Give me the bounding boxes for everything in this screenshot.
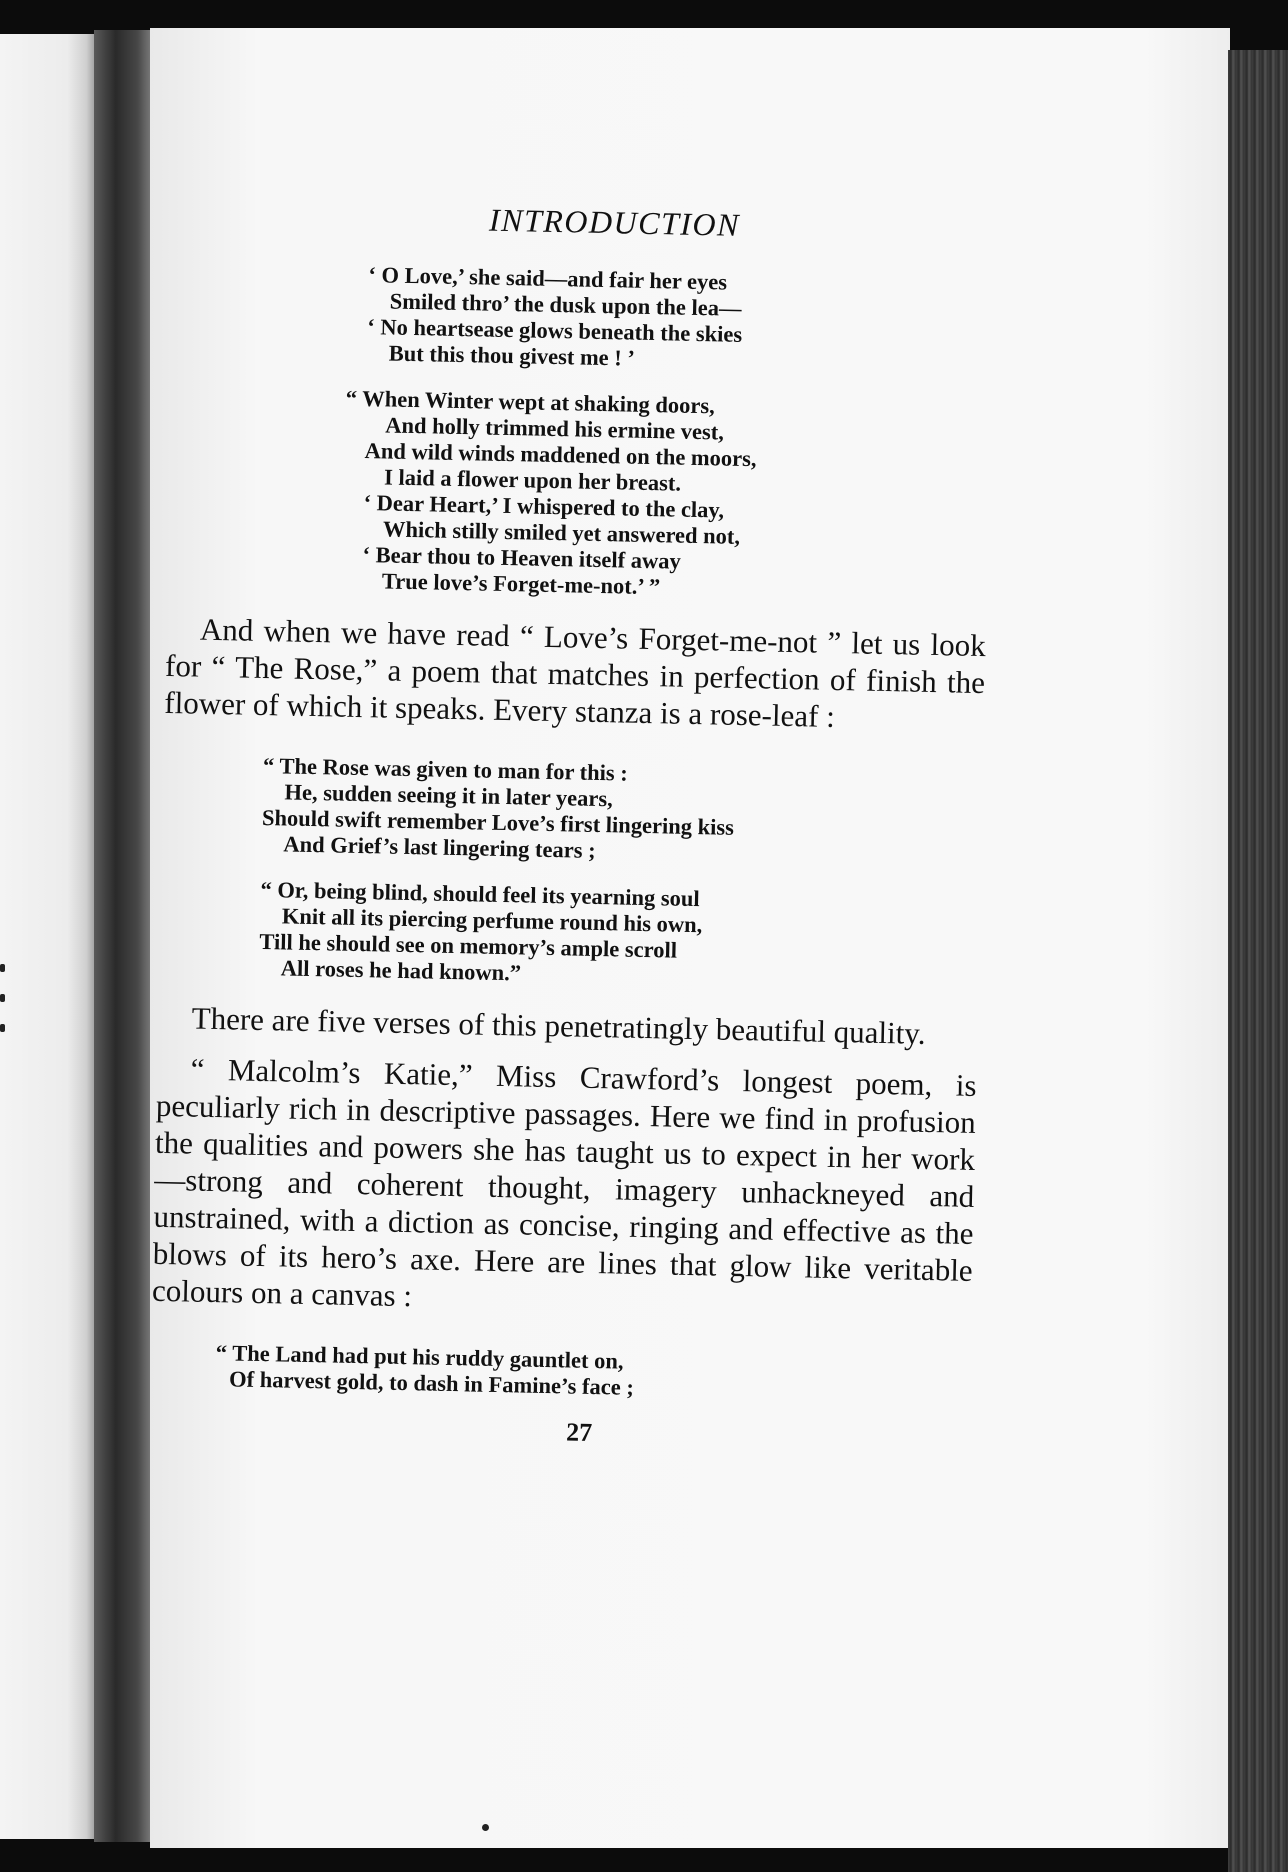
paragraph-text: There are five verses of this penetratingly beautiful quality. — [191, 1000, 926, 1051]
verse-line: And wild winds maddened on the moors, — [364, 438, 757, 472]
paragraph-text: And when we have read “ Love’s Forget-me-not ” let us look for “ The Rose,” a poem that matches in perfection of finish the flower of which it speaks. Every stanza is a rose-leaf : — [164, 611, 987, 734]
verse-line: All roses he had known.” — [280, 955, 522, 986]
facing-page-edge — [0, 34, 96, 1839]
poem-excerpt-love — [167, 258, 994, 607]
verse-line: True love’s Forget-me-not.’ ” — [381, 568, 661, 600]
verse-line: But this thou givest me ! ’ — [388, 340, 636, 371]
verse-line: “ The Land had put his ruddy gauntlet on, — [215, 1340, 624, 1374]
stanza — [215, 1340, 971, 1408]
verse-line: He, sudden seeing it in later years, — [284, 779, 614, 812]
verse-line: Till he should see on memory’s ample scroll — [259, 928, 678, 963]
book-gutter — [94, 30, 156, 1842]
body-paragraph — [157, 999, 978, 1053]
body-paragraph — [164, 610, 986, 738]
page-stack-edge — [1228, 50, 1288, 1872]
stanza — [342, 386, 991, 607]
ink-speck — [482, 1824, 489, 1831]
verse-line: “ Or, being blind, should feel its yearning soul — [260, 876, 700, 912]
ink-speck — [0, 1024, 5, 1032]
poem-excerpt-rose — [159, 751, 984, 996]
verse-line: I laid a flower upon her breast. — [383, 464, 682, 496]
paragraph-text: “ Malcolm’s Katie,” Miss Crawford’s longest poem, is peculiarly rich in descriptive passages. Here we find in profusion the qualities and powers she has taught us to expect in her work—strong and coherent thought, imagery unhackneyed and unstrained, with a diction as concise, ringing and effective as the blows of its hero’s axe. Here are lines that glow like veritable colours on a canvas : — [151, 1051, 977, 1314]
stanza — [261, 753, 983, 872]
running-head: INTRODUCTION — [488, 201, 741, 243]
verse-line: “ The Rose was given to man for this : — [262, 752, 629, 786]
poem-excerpt-katie — [150, 1339, 971, 1408]
verse-line: Of harvest gold, to dash in Famine’s face ; — [228, 1366, 635, 1400]
verse-line: And Grief’s last lingering tears ; — [283, 831, 596, 863]
stanza — [366, 262, 993, 379]
page-content — [149, 195, 995, 1456]
verse-line: Knit all its piercing perfume round his own, — [281, 903, 703, 938]
stanza — [259, 877, 981, 996]
verse-line: ‘ O Love,’ she said—and fair her eyes — [368, 262, 728, 295]
verse-line: ‘ Bear thou to Heaven itself away — [362, 542, 682, 574]
verse-line: ‘ No heartsease glows beneath the skies — [367, 314, 743, 347]
body-paragraph — [152, 1050, 977, 1326]
verse-line: Smiled thro’ the dusk upon the lea— — [389, 288, 742, 321]
verse-line: “ When Winter wept at shaking doors, — [345, 385, 715, 419]
ink-speck — [0, 994, 5, 1002]
ink-speck — [0, 964, 5, 972]
page-number: 27 — [565, 1417, 593, 1448]
verse-line: And holly trimmed his ermine vest, — [384, 412, 725, 445]
verse-line: Should swift remember Love’s first lingering kiss — [261, 804, 735, 840]
verse-line: ‘ Dear Heart,’ I whispered to the clay, — [363, 490, 725, 523]
verse-line: Which stilly smiled yet answered not, — [382, 516, 741, 549]
